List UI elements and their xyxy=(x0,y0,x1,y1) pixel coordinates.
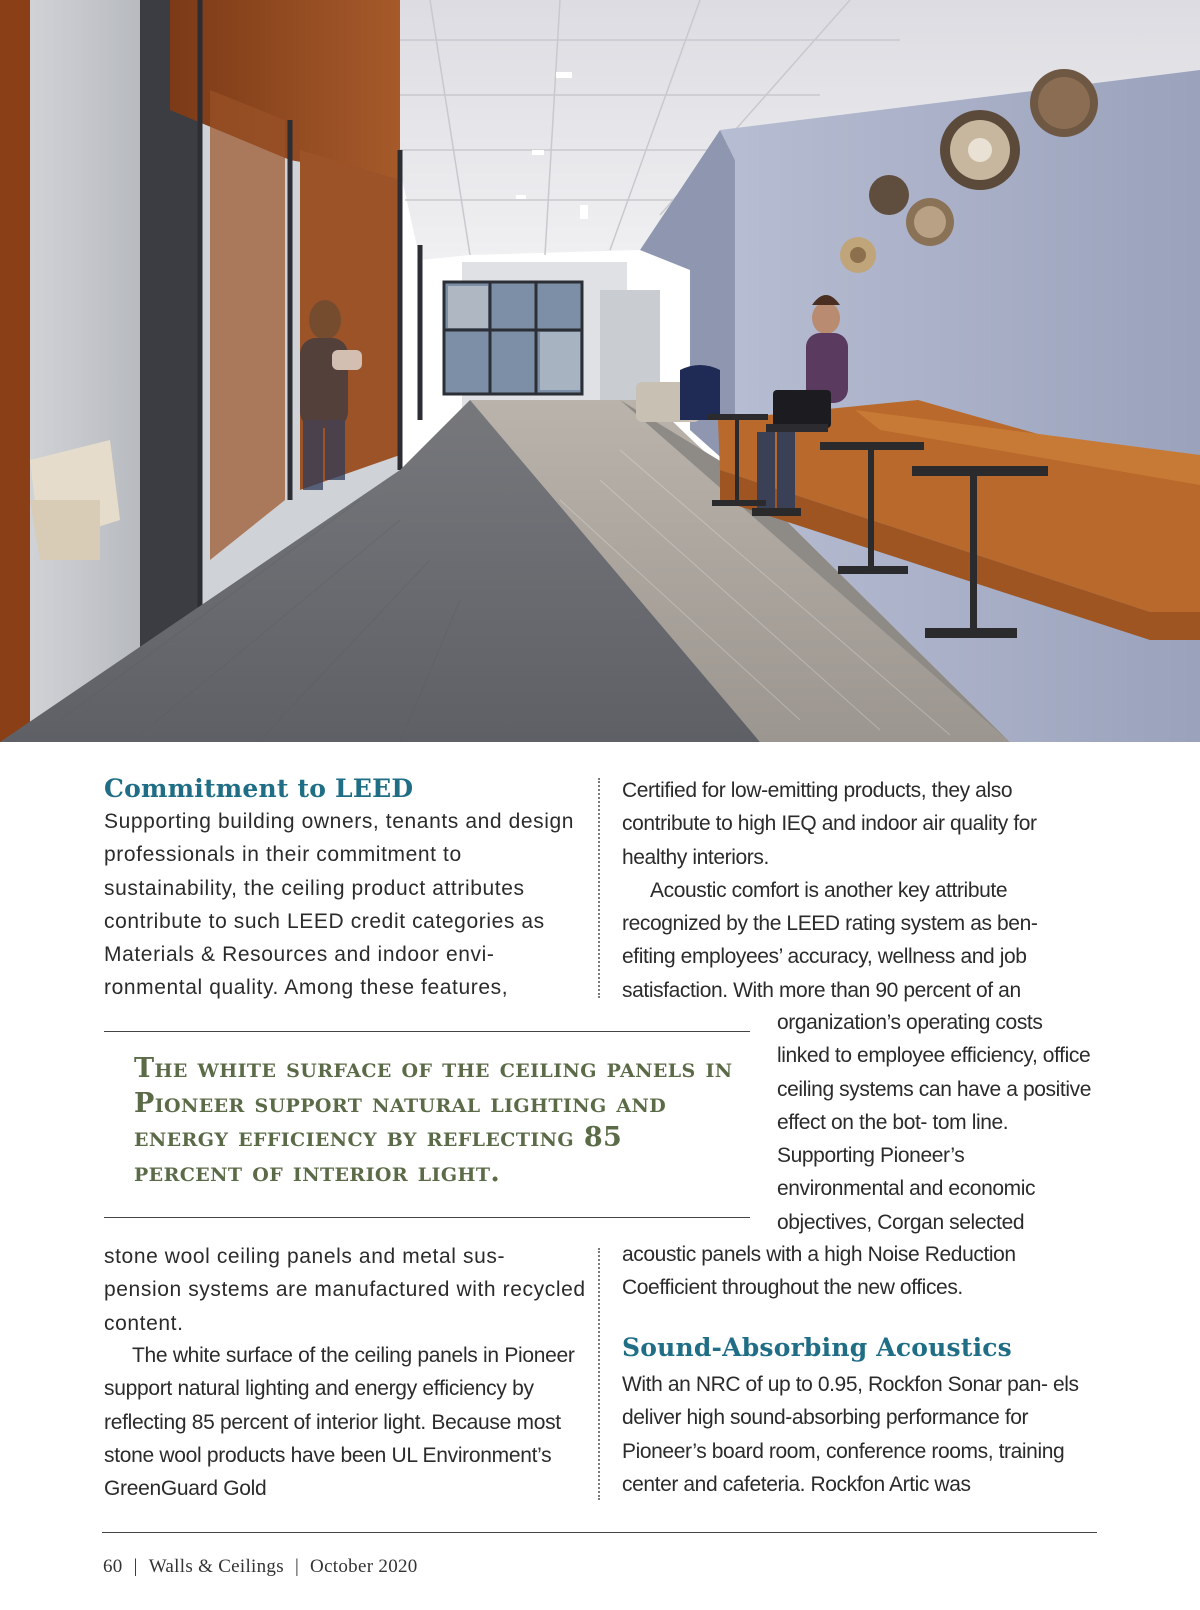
column-divider-bottom xyxy=(598,1248,600,1500)
paragraph-nrc: With an NRC of up to 0.95, Rockfon Sonar pan- els deliver high sound-absorbing performance for Pioneer’s board room, conference rooms, training center and cafeteria. Rockfon Artic was xyxy=(622,1373,1079,1496)
issue-date: October 2020 xyxy=(310,1556,418,1577)
column-left-bottom-a xyxy=(104,1240,586,1340)
office-corridor-image xyxy=(0,0,1200,742)
column-right-after-quote xyxy=(622,1238,1092,1305)
pullquote-bottom-rule xyxy=(104,1217,750,1218)
column-left-top xyxy=(104,772,586,1005)
paragraph-acoustic-comfort: Acoustic comfort is another key attribute recognized by the LEED rating system as ben- efiting employees’ accuracy, wellness and job satisfaction. With more than 90 percent of an xyxy=(622,878,1038,1002)
hero-photo xyxy=(0,0,1200,742)
heading-sound-absorbing-acoustics: Sound-Absorbing Acoustics xyxy=(622,1333,1012,1362)
page-number: 60 xyxy=(103,1556,123,1577)
paragraph-operating-costs: organization’s operating costs linked to employee efficiency, office ceiling systems can have a positive effect on the bot- tom line. Supporting Pioneer’s environmental and economic objectives, Corgan selected xyxy=(777,1011,1091,1234)
column-right-top xyxy=(622,774,1092,1007)
paragraph-white-surface: The white surface of the ceiling panels in Pioneer support natural lighting and energy efficiency by reflecting 85 percent of interior light. Because most stone wool products have been UL Environment’s GreenGuard Gold xyxy=(104,1344,575,1501)
paragraph-noise-reduction: acoustic panels with a high Noise Reduction Coefficient throughout the new offices. xyxy=(622,1243,1016,1300)
magazine-name: Walls & Ceilings xyxy=(148,1556,284,1577)
column-divider-top xyxy=(598,778,600,998)
column-left-bottom-b xyxy=(104,1339,586,1505)
paragraph-certified: Certified for low-emitting products, they also contribute to high IEQ and indoor air quality for healthy interiors. xyxy=(622,779,1037,869)
footer-separator: | xyxy=(294,1556,300,1577)
heading-commitment-to-leed: Commitment to LEED xyxy=(104,774,414,803)
column-right-wrap xyxy=(777,1006,1092,1239)
column-right-bottom xyxy=(622,1331,1102,1501)
pullquote-top-rule xyxy=(104,1031,750,1032)
footer-separator: | xyxy=(133,1556,138,1577)
paragraph-stone-wool: stone wool ceiling panels and metal sus- pension systems are manufactured with recycled content. xyxy=(104,1245,586,1335)
footer-rule xyxy=(102,1532,1097,1533)
page-footer xyxy=(103,1556,418,1578)
paragraph-leed-intro: Supporting building owners, tenants and design professionals in their commitment to sustainability, the ceiling product attributes contribute to such LEED credit categories as Materials & Resources and indoor envi- ronmental quality. Among these features, xyxy=(104,810,575,1000)
pullquote: The white surface of the ceiling panels in Pioneer support natural lighting and energy efficiency by reflecting 85 percent of interior light. xyxy=(134,1053,733,1188)
